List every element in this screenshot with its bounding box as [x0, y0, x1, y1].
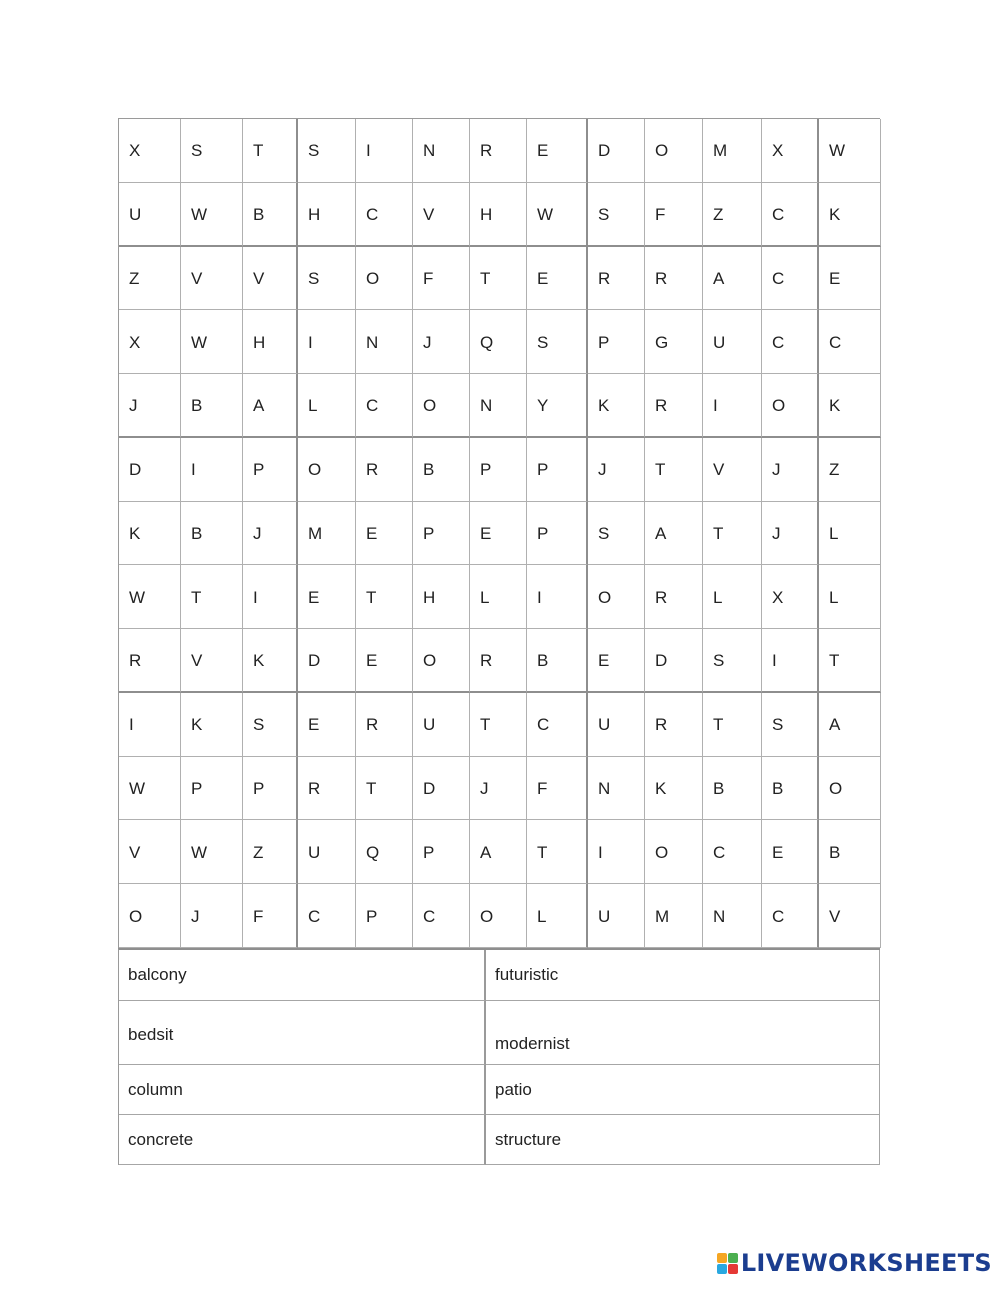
grid-cell[interactable]: R — [645, 247, 703, 311]
logo-block — [717, 1253, 727, 1263]
grid-cell[interactable]: N — [470, 374, 527, 438]
grid-cell[interactable]: P — [588, 310, 645, 374]
grid-cell[interactable]: C — [762, 247, 819, 311]
grid-cell[interactable]: V — [181, 247, 243, 311]
grid-cell[interactable]: S — [527, 310, 588, 374]
grid-cell[interactable]: T — [181, 565, 243, 629]
grid-cell[interactable]: V — [243, 247, 298, 311]
grid-cell[interactable]: U — [413, 693, 470, 757]
grid-cell[interactable]: E — [527, 247, 588, 311]
grid-cell[interactable]: E — [470, 502, 527, 566]
word-item: column — [119, 1065, 486, 1115]
grid-cell[interactable]: J — [470, 757, 527, 821]
grid-cell[interactable]: N — [413, 119, 470, 183]
word-item: concrete — [119, 1115, 486, 1165]
grid-cell[interactable]: O — [298, 438, 356, 502]
grid-cell[interactable]: M — [645, 884, 703, 948]
grid-cell[interactable]: E — [356, 629, 413, 693]
grid-cell[interactable]: T — [527, 820, 588, 884]
grid-cell[interactable]: R — [645, 693, 703, 757]
grid-cell[interactable]: O — [762, 374, 819, 438]
grid-cell[interactable]: U — [703, 310, 762, 374]
grid-cell[interactable]: O — [819, 757, 881, 821]
grid-cell[interactable]: W — [819, 119, 881, 183]
grid-cell[interactable]: I — [703, 374, 762, 438]
grid-cell[interactable]: Z — [119, 247, 181, 311]
grid-cell[interactable]: D — [645, 629, 703, 693]
grid-cell[interactable]: T — [356, 757, 413, 821]
grid-cell[interactable]: C — [298, 884, 356, 948]
grid-cell[interactable]: Y — [527, 374, 588, 438]
grid-cell[interactable]: S — [298, 119, 356, 183]
word-item: futuristic — [486, 950, 880, 1001]
logo-blocks-icon — [717, 1253, 738, 1274]
grid-cell[interactable]: E — [527, 119, 588, 183]
word-list — [118, 948, 880, 1165]
grid-cell[interactable]: D — [298, 629, 356, 693]
grid-cell[interactable]: W — [119, 757, 181, 821]
grid-cell[interactable]: X — [119, 310, 181, 374]
grid-cell[interactable]: S — [298, 247, 356, 311]
grid-cell[interactable]: K — [819, 183, 881, 247]
logo-block — [728, 1264, 738, 1274]
grid-cell[interactable]: W — [181, 820, 243, 884]
grid-cell[interactable]: B — [819, 820, 881, 884]
grid-cell[interactable]: O — [645, 119, 703, 183]
grid-cell[interactable]: C — [762, 884, 819, 948]
grid-cell[interactable]: R — [356, 438, 413, 502]
grid-cell[interactable]: B — [413, 438, 470, 502]
grid-cell[interactable]: I — [588, 820, 645, 884]
grid-cell[interactable]: E — [762, 820, 819, 884]
grid-cell[interactable]: X — [762, 565, 819, 629]
grid-cell[interactable]: P — [243, 757, 298, 821]
grid-cell[interactable]: F — [243, 884, 298, 948]
grid-cell[interactable]: B — [762, 757, 819, 821]
grid-cell[interactable]: C — [819, 310, 881, 374]
grid-cell[interactable]: S — [243, 693, 298, 757]
grid-cell[interactable]: V — [119, 820, 181, 884]
grid-cell[interactable]: S — [588, 502, 645, 566]
grid-cell[interactable]: M — [298, 502, 356, 566]
grid-cell[interactable]: R — [298, 757, 356, 821]
grid-cell[interactable]: K — [819, 374, 881, 438]
grid-cell[interactable]: J — [181, 884, 243, 948]
grid-cell[interactable]: J — [762, 502, 819, 566]
grid-cell[interactable]: D — [119, 438, 181, 502]
grid-cell[interactable]: M — [703, 119, 762, 183]
grid-cell[interactable]: E — [356, 502, 413, 566]
grid-cell[interactable]: T — [243, 119, 298, 183]
grid-cell[interactable]: T — [356, 565, 413, 629]
grid-cell[interactable]: Q — [470, 310, 527, 374]
grid-cell[interactable]: J — [762, 438, 819, 502]
grid-cell[interactable]: C — [762, 183, 819, 247]
grid-cell[interactable]: R — [119, 629, 181, 693]
grid-cell[interactable]: L — [298, 374, 356, 438]
grid-cell[interactable]: L — [703, 565, 762, 629]
grid-cell[interactable]: L — [819, 502, 881, 566]
grid-cell[interactable]: R — [470, 629, 527, 693]
grid-cell[interactable]: E — [819, 247, 881, 311]
grid-cell[interactable]: I — [356, 119, 413, 183]
grid-cell[interactable]: V — [413, 183, 470, 247]
grid-cell[interactable]: K — [119, 502, 181, 566]
grid-cell[interactable]: R — [588, 247, 645, 311]
grid-cell[interactable]: K — [645, 757, 703, 821]
word-search-grid — [118, 118, 880, 948]
grid-cell[interactable]: A — [243, 374, 298, 438]
grid-cell[interactable]: N — [588, 757, 645, 821]
grid-cell[interactable]: F — [645, 183, 703, 247]
grid-cell[interactable]: S — [181, 119, 243, 183]
grid-cell[interactable]: A — [645, 502, 703, 566]
grid-cell[interactable]: Z — [819, 438, 881, 502]
grid-cell[interactable]: I — [119, 693, 181, 757]
grid-cell[interactable]: G — [645, 310, 703, 374]
grid-cell[interactable]: T — [645, 438, 703, 502]
grid-cell[interactable]: U — [298, 820, 356, 884]
grid-cell[interactable]: I — [243, 565, 298, 629]
grid-cell[interactable]: I — [762, 629, 819, 693]
grid-cell[interactable]: B — [703, 757, 762, 821]
grid-cell[interactable]: H — [298, 183, 356, 247]
word-item: structure — [486, 1115, 880, 1165]
grid-cell[interactable]: S — [762, 693, 819, 757]
grid-cell[interactable]: V — [181, 629, 243, 693]
grid-cell[interactable]: W — [181, 183, 243, 247]
grid-cell[interactable]: L — [819, 565, 881, 629]
grid-cell[interactable]: S — [588, 183, 645, 247]
grid-cell[interactable]: K — [243, 629, 298, 693]
grid-cell[interactable]: W — [181, 310, 243, 374]
grid-cell[interactable]: D — [413, 757, 470, 821]
grid-cell[interactable]: X — [119, 119, 181, 183]
grid-cell[interactable]: F — [413, 247, 470, 311]
grid-cell[interactable]: S — [703, 629, 762, 693]
grid-cell[interactable]: J — [119, 374, 181, 438]
grid-cell[interactable]: O — [413, 629, 470, 693]
logo-block — [717, 1264, 727, 1274]
grid-cell[interactable]: U — [588, 693, 645, 757]
grid-cell[interactable]: Z — [243, 820, 298, 884]
liveworksheets-logo[interactable] — [717, 1249, 992, 1277]
grid-cell[interactable]: E — [588, 629, 645, 693]
grid-cell[interactable]: P — [413, 502, 470, 566]
grid-cell[interactable]: B — [527, 629, 588, 693]
grid-cell[interactable]: Z — [703, 183, 762, 247]
grid-cell[interactable]: T — [470, 247, 527, 311]
grid-cell[interactable]: K — [588, 374, 645, 438]
grid-cell[interactable]: J — [413, 310, 470, 374]
grid-cell[interactable]: O — [588, 565, 645, 629]
grid-cell[interactable]: T — [470, 693, 527, 757]
grid-cell[interactable]: E — [298, 693, 356, 757]
word-item: modernist — [486, 1001, 880, 1065]
grid-cell[interactable]: W — [527, 183, 588, 247]
grid-cell[interactable]: L — [470, 565, 527, 629]
grid-cell[interactable]: C — [356, 183, 413, 247]
grid-cell[interactable]: C — [527, 693, 588, 757]
grid-cell[interactable]: O — [413, 374, 470, 438]
grid-cell[interactable]: W — [119, 565, 181, 629]
grid-cell[interactable]: H — [413, 565, 470, 629]
grid-cell[interactable]: B — [243, 183, 298, 247]
grid-cell[interactable]: O — [356, 247, 413, 311]
grid-cell[interactable]: C — [356, 374, 413, 438]
word-item: balcony — [119, 950, 486, 1001]
grid-cell[interactable]: A — [703, 247, 762, 311]
word-item: bedsit — [119, 1001, 486, 1065]
grid-cell[interactable]: O — [470, 884, 527, 948]
grid-cell[interactable]: T — [703, 693, 762, 757]
grid-cell[interactable]: C — [762, 310, 819, 374]
grid-cell[interactable]: N — [703, 884, 762, 948]
grid-cell[interactable]: U — [588, 884, 645, 948]
grid-cell[interactable]: P — [527, 502, 588, 566]
grid-cell[interactable]: R — [645, 565, 703, 629]
logo-block — [728, 1253, 738, 1263]
grid-cell[interactable]: T — [703, 502, 762, 566]
grid-cell[interactable]: F — [527, 757, 588, 821]
grid-cell[interactable]: I — [181, 438, 243, 502]
grid-cell[interactable]: I — [298, 310, 356, 374]
grid-cell[interactable]: O — [119, 884, 181, 948]
grid-cell[interactable]: K — [181, 693, 243, 757]
grid-cell[interactable]: E — [298, 565, 356, 629]
grid-cell[interactable]: U — [119, 183, 181, 247]
grid-cell[interactable]: B — [181, 374, 243, 438]
grid-cell[interactable]: R — [356, 693, 413, 757]
grid-cell[interactable]: T — [819, 629, 881, 693]
grid-cell[interactable]: P — [470, 438, 527, 502]
grid-cell[interactable]: X — [762, 119, 819, 183]
grid-cell[interactable]: V — [819, 884, 881, 948]
grid-cell[interactable]: O — [645, 820, 703, 884]
grid-cell[interactable]: C — [703, 820, 762, 884]
grid-cell[interactable]: R — [645, 374, 703, 438]
grid-cell[interactable]: A — [470, 820, 527, 884]
grid-cell[interactable]: Q — [356, 820, 413, 884]
grid-cell[interactable]: L — [527, 884, 588, 948]
grid-cell[interactable]: P — [181, 757, 243, 821]
grid-cell[interactable]: D — [588, 119, 645, 183]
grid-cell[interactable]: P — [413, 820, 470, 884]
logo-text: LIVEWORKSHEETS — [740, 1249, 992, 1277]
grid-cell[interactable]: V — [703, 438, 762, 502]
grid-cell[interactable]: A — [819, 693, 881, 757]
grid-cell[interactable]: I — [527, 565, 588, 629]
grid-cell[interactable]: H — [470, 183, 527, 247]
grid-cell[interactable]: P — [243, 438, 298, 502]
grid-cell[interactable]: P — [356, 884, 413, 948]
grid-cell[interactable]: H — [243, 310, 298, 374]
grid-cell[interactable]: C — [413, 884, 470, 948]
grid-cell[interactable]: P — [527, 438, 588, 502]
grid-cell[interactable]: J — [588, 438, 645, 502]
grid-cell[interactable]: R — [470, 119, 527, 183]
word-item: patio — [486, 1065, 880, 1115]
grid-cell[interactable]: N — [356, 310, 413, 374]
grid-cell[interactable]: J — [243, 502, 298, 566]
grid-cell[interactable]: B — [181, 502, 243, 566]
